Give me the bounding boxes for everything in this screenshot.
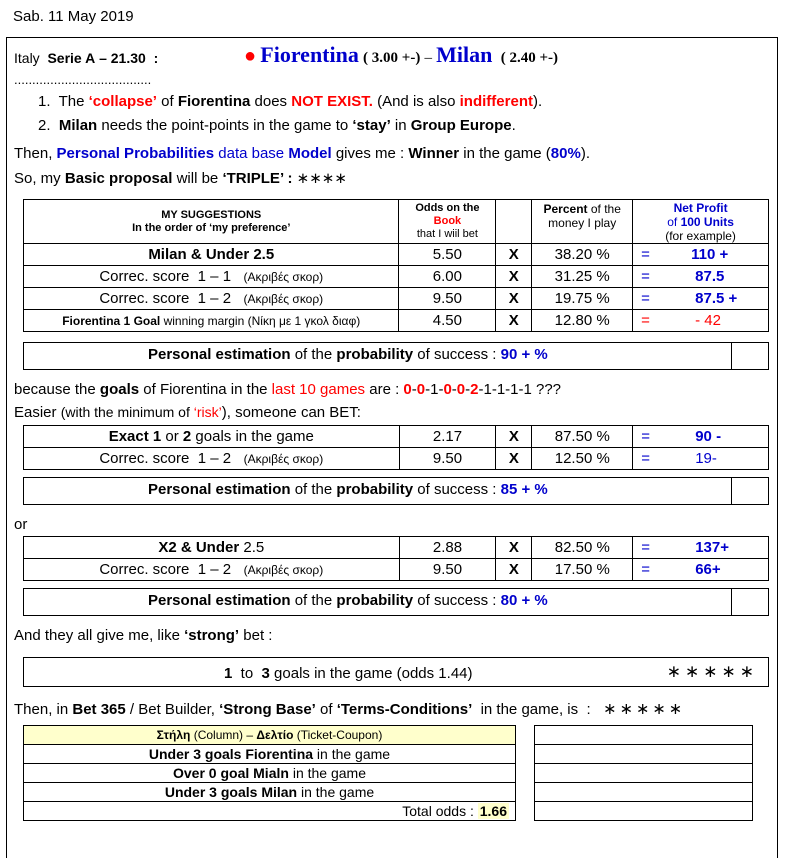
total-odds-value: 1.66 [479,803,507,819]
coupon-row: Under 3 goals Fiorentina in the game [24,745,516,764]
match-title: ● Fiorentina ( 3.00 +-) – Milan ( 2.40 +-) [244,42,559,67]
because-line: because the goals of Fiorentina in the last 10 games are : 0-0-1-0-0-2-1-1-1-1 ??? [14,381,562,398]
easier-table [23,425,769,470]
strong-bet-text: 1 to 3 goals in the game (odds 1.44) [224,665,473,682]
table-row: Milan & Under 2.5 5.50 X 38.20 % = 110 + [24,244,769,266]
reason-1: 1. The ‘collapse’ of Fiorentina does NOT EXIST. (And is also indifferent). [38,93,543,110]
estimation-box-1 [23,342,769,370]
table-row: Correc. score 1 – 2 (Ακριβές σκορ) 9.50 X 19.75 % = 87.5 + [24,288,769,310]
so-line: So, my Basic proposal will be ‘TRIPLE’ : ∗∗∗∗ [14,170,347,187]
strong-bet-box [23,657,769,687]
or-label: or [14,516,28,533]
estimation-text: Personal estimation of the probability of success : 90 + % [148,346,548,363]
reason-2: 2. Milan needs the point-points in the game to ‘stay’ in Group Europe. [38,117,516,134]
table-row: Fiorentina 1 Goal winning margin (Νίκη με 1 γκολ διαφ) 4.50 X 12.80 % = - 42 [24,310,769,332]
table-row: Correc. score 1 – 1 (Ακριβές σκορ) 6.00 X 31.25 % = 87.5 [24,266,769,288]
table-row: X2 & Under 2.5 2.88 X 82.50 % = 137+ [24,537,769,559]
table-row: Exact 1 or 2 goals in the game 2.17 X 87.50 % = 90 - [24,426,769,448]
table-row: Correc. score 1 – 2 (Ακριβές σκορ) 9.50 X 17.50 % = 66+ [24,559,769,581]
strong-line: And they all give me, like ‘strong’ bet : [14,627,273,644]
estimation-box-3 [23,588,769,616]
match-league: Italy Serie A – 21.30 : [14,50,159,66]
bullet-icon: ● [244,45,257,67]
date-label: Sab. 11 May 2019 [13,8,134,25]
coupon-total-row: Total odds : 1.66 [24,802,516,821]
header-percent: Percent of the money I play [532,200,633,244]
suggestions-table [23,199,769,332]
estimation-box-2 [23,477,769,505]
estimation-text: Personal estimation of the probability of success : 80 + % [148,592,548,609]
coupon-header: Στήλη (Column) – Δελτίο (Ticket-Coupon) [24,726,516,745]
coupon-side-table [534,725,753,821]
coupon-row: Over 0 goal Mialn in the game [24,764,516,783]
stars-5: ∗∗∗∗∗ [603,701,686,718]
header-odds: Odds on the Book that I wiil bet [399,200,496,244]
alternative-table [23,536,769,581]
bet365-line: Then, in Bet 365 / Bet Builder, ‘Strong Base’ of ‘Terms-Conditions’ in the game, is : ∗∗∗∗∗ [14,701,686,718]
easier-line: Easier (with the minimum of ‘risk’), someone can BET: [14,404,361,421]
stars-4: ∗∗∗∗ [292,170,347,187]
estimation-text: Personal estimation of the probability of success : 85 + % [148,481,548,498]
then-line: Then, Personal Probabilities data base Model gives me : Winner in the game (80%). [14,145,590,162]
stars-5: ∗∗∗∗∗ [666,662,758,681]
coupon-row: Under 3 goals Milan in the game [24,783,516,802]
home-team: Fiorentina [260,42,359,67]
table-row: Correc. score 1 – 2 (Ακριβές σκορ) 9.50 X 12.50 % = 19- [24,448,769,470]
dots-separator: ...................................... [14,72,152,87]
coupon-table [23,725,516,821]
away-team: Milan [436,42,493,67]
table-header-row [24,200,769,244]
header-suggestions: MY SUGGESTIONS In the order of ‘my preference’ [24,200,399,244]
header-profit: Net Profit of 100 Units (for example) [633,200,769,244]
